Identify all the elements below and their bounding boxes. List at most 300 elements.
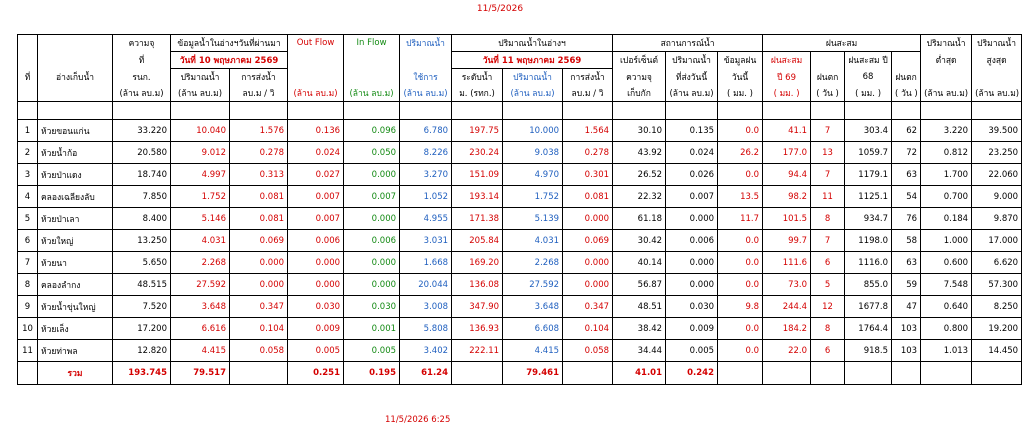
cell-lvl: 169.20 [452, 252, 503, 274]
cell-r68: 1116.0 [845, 252, 892, 274]
cell-d69: 11 [811, 186, 845, 208]
cell-d68: 59 [892, 274, 921, 296]
cell-rain: 11.7 [718, 208, 763, 230]
cell-in: 0.001 [344, 318, 400, 340]
cell-out: 0.007 [288, 186, 344, 208]
hdr-min-3: (ล้าน ลบ.ม) [921, 85, 972, 102]
cell-cvol: 5.139 [503, 208, 563, 230]
total-usable: 61.24 [400, 362, 452, 385]
cell-out: 0.027 [288, 164, 344, 186]
cell-rain: 0.0 [718, 318, 763, 340]
cell-lvl: 230.24 [452, 142, 503, 164]
hdr-usable-1: ปริมาณน้ำ [400, 35, 452, 52]
hdr-outflow-unit: (ล้าน ลบ.ม) [288, 85, 344, 102]
cell-out: 0.005 [288, 340, 344, 362]
hdr-max-1: ปริมาณน้ำ [972, 35, 1022, 52]
hdr-capacity-4: (ล้าน ลบ.ม) [113, 85, 171, 102]
hdr-rain68-1: ฝนสะสม ปี [845, 52, 892, 69]
cell-out: 0.007 [288, 208, 344, 230]
cell-rain: 0.0 [718, 252, 763, 274]
cell-no: 1 [18, 120, 38, 142]
cell-max: 22.060 [972, 164, 1022, 186]
cell-prel: 0.347 [230, 296, 288, 318]
cell-min: 0.812 [921, 142, 972, 164]
total-capacity: 193.745 [113, 362, 171, 385]
cell-reltoday: 0.135 [666, 120, 718, 142]
cell-pvol: 2.268 [171, 252, 230, 274]
table-row [18, 208, 1022, 230]
cell-name: ห้วยขอนแก่น [38, 120, 113, 142]
cell-in: 0.006 [344, 230, 400, 252]
cell-r68: 1125.1 [845, 186, 892, 208]
cell-max: 19.200 [972, 318, 1022, 340]
cell-max: 8.250 [972, 296, 1022, 318]
cell-max: 23.250 [972, 142, 1022, 164]
total-label: รวม [38, 362, 113, 385]
cell-prel: 1.576 [230, 120, 288, 142]
cell-r68: 1059.7 [845, 142, 892, 164]
cell-max: 6.620 [972, 252, 1022, 274]
cell-lvl: 222.11 [452, 340, 503, 362]
cell-r69: 98.2 [763, 186, 811, 208]
cell-rain: 0.0 [718, 164, 763, 186]
cell-reltoday: 0.005 [666, 340, 718, 362]
cell-no: 11 [18, 340, 38, 362]
cell-name: ห้วยน้ำขุ่นใหญ่ [38, 296, 113, 318]
cell-min: 0.600 [921, 252, 972, 274]
hdr-cur-volume: ปริมาณน้ำ [503, 69, 563, 86]
hdr-prev-volume: ปริมาณน้ำ [171, 69, 230, 86]
hdr-outflow: Out Flow [288, 35, 344, 52]
cell-r68: 1198.0 [845, 230, 892, 252]
hdr-rain68-3: ( มม. ) [845, 85, 892, 102]
cell-name: คลองเฉลียงลับ [38, 186, 113, 208]
cell-max: 14.450 [972, 340, 1022, 362]
cell-use: 20.044 [400, 274, 452, 296]
table-row [18, 340, 1022, 362]
cell-reltoday: 0.006 [666, 230, 718, 252]
cell-name: ห้วยใหญ่ [38, 230, 113, 252]
total-release-today: 0.242 [666, 362, 718, 385]
cell-d68: 63 [892, 164, 921, 186]
cell-rain: 0.0 [718, 230, 763, 252]
cell-out: 0.006 [288, 230, 344, 252]
cell-r68: 1764.4 [845, 318, 892, 340]
cell-lvl: 193.14 [452, 186, 503, 208]
cell-reltoday: 0.000 [666, 274, 718, 296]
cell-in: 0.000 [344, 252, 400, 274]
total-row [18, 362, 1022, 385]
cell-out: 0.024 [288, 142, 344, 164]
hdr-rain69-1: ฝนสะสม [763, 52, 811, 69]
cell-d68: 47 [892, 296, 921, 318]
cell-cvol: 4.970 [503, 164, 563, 186]
cell-pvol: 10.040 [171, 120, 230, 142]
cell-lvl: 197.75 [452, 120, 503, 142]
cell-r69: 41.1 [763, 120, 811, 142]
cell-prel: 0.058 [230, 340, 288, 362]
cell-out: 0.000 [288, 274, 344, 296]
hdr-max-3: (ล้าน ลบ.ม) [972, 85, 1022, 102]
cell-no: 4 [18, 186, 38, 208]
hdr-percent-2: ความจุ [613, 69, 666, 86]
total-prev-volume: 79.517 [171, 362, 230, 385]
hdr-min-2: ต่ำสุด [921, 52, 972, 69]
hdr-rain-today-1: ข้อมูลฝน [718, 52, 763, 69]
cell-use: 3.031 [400, 230, 452, 252]
cell-crel: 0.000 [563, 274, 613, 296]
hdr-cur-group: ปริมาณน้ำในอ่างฯ [452, 35, 613, 52]
cell-pct: 34.44 [613, 340, 666, 362]
hdr-capacity-3: รนก. [113, 69, 171, 86]
cell-r69: 22.0 [763, 340, 811, 362]
hdr-reservoir: อ่างเก็บน้ำ [38, 69, 113, 86]
cell-prel: 0.000 [230, 252, 288, 274]
cell-no: 9 [18, 296, 38, 318]
cell-cvol: 2.268 [503, 252, 563, 274]
cell-name: ห้วยป่าแดง [38, 164, 113, 186]
reservoir-table [17, 34, 1022, 385]
cell-no: 7 [18, 252, 38, 274]
cell-d68: 103 [892, 318, 921, 340]
cell-lvl: 205.84 [452, 230, 503, 252]
cell-use: 8.226 [400, 142, 452, 164]
cell-r68: 934.7 [845, 208, 892, 230]
cell-pvol: 3.648 [171, 296, 230, 318]
hdr-raindays68: ฝนตก [892, 69, 921, 86]
cell-reltoday: 0.000 [666, 252, 718, 274]
cell-in: 0.005 [344, 340, 400, 362]
cell-use: 1.668 [400, 252, 452, 274]
cell-min: 0.640 [921, 296, 972, 318]
cell-name: ห้วยเล็ง [38, 318, 113, 340]
cell-r69: 111.6 [763, 252, 811, 274]
hdr-cur-date: วันที่ 11 พฤษภาคม 2569 [452, 52, 613, 69]
table-row [18, 142, 1022, 164]
cell-lvl: 136.08 [452, 274, 503, 296]
cell-crel: 0.058 [563, 340, 613, 362]
cell-crel: 0.104 [563, 318, 613, 340]
hdr-rain-today-3: ( มม. ) [718, 85, 763, 102]
cell-r68: 1179.1 [845, 164, 892, 186]
cell-crel: 0.000 [563, 208, 613, 230]
cell-pvol: 5.146 [171, 208, 230, 230]
total-percent: 41.01 [613, 362, 666, 385]
cell-cap: 13.250 [113, 230, 171, 252]
cell-use: 5.808 [400, 318, 452, 340]
cell-cvol: 4.031 [503, 230, 563, 252]
cell-prel: 0.104 [230, 318, 288, 340]
cell-pct: 22.32 [613, 186, 666, 208]
cell-d68: 63 [892, 252, 921, 274]
cell-min: 7.548 [921, 274, 972, 296]
cell-min: 0.800 [921, 318, 972, 340]
cell-cap: 8.400 [113, 208, 171, 230]
hdr-rain-group: ฝนสะสม [763, 35, 921, 52]
cell-cvol: 3.648 [503, 296, 563, 318]
cell-use: 3.402 [400, 340, 452, 362]
cell-pvol: 6.616 [171, 318, 230, 340]
cell-no: 5 [18, 208, 38, 230]
hdr-max-2: สูงสุด [972, 52, 1022, 69]
table-header [18, 35, 1022, 120]
hdr-cur-volume-unit: (ล้าน ลบ.ม) [503, 85, 563, 102]
cell-cvol: 6.608 [503, 318, 563, 340]
cell-pct: 43.92 [613, 142, 666, 164]
cell-d68: 76 [892, 208, 921, 230]
hdr-status-group: สถานการณ์น้ำ [613, 35, 763, 52]
hdr-percent-1: เปอร์เซ็นต์ [613, 52, 666, 69]
cell-use: 6.780 [400, 120, 452, 142]
total-cur-volume: 79.461 [503, 362, 563, 385]
cell-d69: 12 [811, 296, 845, 318]
hdr-release-today-2: ที่ส่งวันนี้ [666, 69, 718, 86]
table-row [18, 120, 1022, 142]
cell-use: 3.008 [400, 296, 452, 318]
hdr-cur-level: ระดับน้ำ [452, 69, 503, 86]
cell-min: 1.700 [921, 164, 972, 186]
cell-r69: 73.0 [763, 274, 811, 296]
hdr-usable-2: ใช้การ [400, 69, 452, 86]
table-row [18, 164, 1022, 186]
hdr-min-1: ปริมาณน้ำ [921, 35, 972, 52]
cell-d68: 58 [892, 230, 921, 252]
report-date: 11/5/2026 [476, 4, 524, 14]
cell-d69: 7 [811, 120, 845, 142]
cell-crel: 0.301 [563, 164, 613, 186]
hdr-raindays68-unit: ( วัน ) [892, 85, 921, 102]
cell-pct: 61.18 [613, 208, 666, 230]
hdr-rain-today-2: วันนี้ [718, 69, 763, 86]
total-inflow: 0.195 [344, 362, 400, 385]
cell-pvol: 9.012 [171, 142, 230, 164]
cell-rain: 13.5 [718, 186, 763, 208]
cell-pvol: 4.031 [171, 230, 230, 252]
cell-r68: 918.5 [845, 340, 892, 362]
cell-cap: 20.580 [113, 142, 171, 164]
cell-pct: 30.42 [613, 230, 666, 252]
cell-cap: 5.650 [113, 252, 171, 274]
cell-out: 0.000 [288, 252, 344, 274]
cell-cap: 7.520 [113, 296, 171, 318]
cell-cap: 12.820 [113, 340, 171, 362]
cell-pvol: 4.415 [171, 340, 230, 362]
table-row [18, 274, 1022, 296]
cell-name: ห้วยนา [38, 252, 113, 274]
cell-pvol: 27.592 [171, 274, 230, 296]
cell-r69: 94.4 [763, 164, 811, 186]
cell-max: 9.000 [972, 186, 1022, 208]
hdr-rain69-3: ( มม. ) [763, 85, 811, 102]
cell-d69: 7 [811, 164, 845, 186]
hdr-rain68-2: 68 [845, 69, 892, 86]
cell-r69: 244.4 [763, 296, 811, 318]
cell-min: 3.220 [921, 120, 972, 142]
cell-no: 6 [18, 230, 38, 252]
cell-in: 0.050 [344, 142, 400, 164]
cell-no: 10 [18, 318, 38, 340]
cell-r69: 101.5 [763, 208, 811, 230]
cell-r69: 184.2 [763, 318, 811, 340]
cell-cap: 7.850 [113, 186, 171, 208]
cell-name: ห้วยป่าเลา [38, 208, 113, 230]
cell-reltoday: 0.030 [666, 296, 718, 318]
table-body [18, 120, 1022, 362]
cell-cap: 48.515 [113, 274, 171, 296]
cell-crel: 1.564 [563, 120, 613, 142]
cell-cvol: 10.000 [503, 120, 563, 142]
cell-lvl: 347.90 [452, 296, 503, 318]
hdr-prev-release: การส่งน้ำ [230, 69, 288, 86]
cell-d69: 6 [811, 252, 845, 274]
cell-r68: 855.0 [845, 274, 892, 296]
hdr-prev-release-unit: ลบ.ม / วิ [230, 85, 288, 102]
cell-no: 8 [18, 274, 38, 296]
cell-lvl: 151.09 [452, 164, 503, 186]
cell-rain: 26.2 [718, 142, 763, 164]
cell-in: 0.000 [344, 164, 400, 186]
cell-max: 9.870 [972, 208, 1022, 230]
cell-pct: 48.51 [613, 296, 666, 318]
table-row [18, 252, 1022, 274]
cell-prel: 0.313 [230, 164, 288, 186]
cell-name: ห้วยน้ำก้อ [38, 142, 113, 164]
cell-reltoday: 0.000 [666, 208, 718, 230]
table-footer [18, 362, 1022, 385]
hdr-release-today-3: (ล้าน ลบ.ม) [666, 85, 718, 102]
cell-r68: 303.4 [845, 120, 892, 142]
cell-r69: 99.7 [763, 230, 811, 252]
cell-prel: 0.069 [230, 230, 288, 252]
cell-d68: 103 [892, 340, 921, 362]
cell-r69: 177.0 [763, 142, 811, 164]
cell-pvol: 4.997 [171, 164, 230, 186]
cell-in: 0.000 [344, 274, 400, 296]
cell-min: 1.013 [921, 340, 972, 362]
cell-in: 0.030 [344, 296, 400, 318]
cell-cap: 17.200 [113, 318, 171, 340]
total-outflow: 0.251 [288, 362, 344, 385]
cell-cvol: 1.752 [503, 186, 563, 208]
cell-reltoday: 0.026 [666, 164, 718, 186]
cell-out: 0.009 [288, 318, 344, 340]
cell-d69: 8 [811, 318, 845, 340]
hdr-capacity-2: ที่ [113, 52, 171, 69]
cell-rain: 0.0 [718, 120, 763, 142]
table-row [18, 230, 1022, 252]
cell-pct: 56.87 [613, 274, 666, 296]
cell-name: ห้วยท่าพล [38, 340, 113, 362]
hdr-inflow-unit: (ล้าน ลบ.ม) [344, 85, 400, 102]
cell-out: 0.136 [288, 120, 344, 142]
hdr-release-today-1: ปริมาณน้ำ [666, 52, 718, 69]
cell-max: 57.300 [972, 274, 1022, 296]
cell-cap: 33.220 [113, 120, 171, 142]
cell-prel: 0.081 [230, 208, 288, 230]
cell-prel: 0.081 [230, 186, 288, 208]
print-timestamp: 11/5/2026 6:25 [385, 415, 451, 425]
cell-pvol: 1.752 [171, 186, 230, 208]
cell-crel: 0.081 [563, 186, 613, 208]
cell-d68: 72 [892, 142, 921, 164]
hdr-no: ที่ [18, 69, 38, 86]
cell-cvol: 9.038 [503, 142, 563, 164]
blank-row [18, 102, 1022, 120]
cell-crel: 0.278 [563, 142, 613, 164]
cell-no: 2 [18, 142, 38, 164]
hdr-inflow: In Flow [344, 35, 400, 52]
hdr-cur-release-unit: ลบ.ม / วิ [563, 85, 613, 102]
table-row [18, 296, 1022, 318]
table-row [18, 186, 1022, 208]
cell-reltoday: 0.024 [666, 142, 718, 164]
cell-pct: 40.14 [613, 252, 666, 274]
cell-d69: 7 [811, 230, 845, 252]
cell-crel: 0.347 [563, 296, 613, 318]
cell-cap: 18.740 [113, 164, 171, 186]
cell-pct: 30.10 [613, 120, 666, 142]
cell-use: 4.955 [400, 208, 452, 230]
cell-d69: 5 [811, 274, 845, 296]
cell-name: คลองลำกง [38, 274, 113, 296]
cell-in: 0.007 [344, 186, 400, 208]
cell-rain: 0.0 [718, 340, 763, 362]
hdr-usable-3: (ล้าน ลบ.ม) [400, 85, 452, 102]
cell-pct: 38.42 [613, 318, 666, 340]
cell-out: 0.030 [288, 296, 344, 318]
cell-d69: 8 [811, 208, 845, 230]
cell-min: 1.000 [921, 230, 972, 252]
cell-max: 39.500 [972, 120, 1022, 142]
cell-prel: 0.278 [230, 142, 288, 164]
hdr-rain69-2: ปี 69 [763, 69, 811, 86]
cell-d69: 13 [811, 142, 845, 164]
hdr-prev-group: ข้อมูลน้ำในอ่างฯวันที่ผ่านมา [171, 35, 288, 52]
hdr-capacity-1: ความจุ [113, 35, 171, 52]
cell-pct: 26.52 [613, 164, 666, 186]
cell-min: 0.184 [921, 208, 972, 230]
cell-d68: 54 [892, 186, 921, 208]
cell-min: 0.700 [921, 186, 972, 208]
cell-reltoday: 0.009 [666, 318, 718, 340]
hdr-prev-volume-unit: (ล้าน ลบ.ม) [171, 85, 230, 102]
cell-max: 17.000 [972, 230, 1022, 252]
cell-no: 3 [18, 164, 38, 186]
hdr-raindays69-unit: ( วัน ) [811, 85, 845, 102]
cell-rain: 9.8 [718, 296, 763, 318]
hdr-raindays69: ฝนตก [811, 69, 845, 86]
table-row [18, 318, 1022, 340]
cell-in: 0.000 [344, 208, 400, 230]
hdr-cur-release: การส่งน้ำ [563, 69, 613, 86]
cell-reltoday: 0.007 [666, 186, 718, 208]
cell-r68: 1677.8 [845, 296, 892, 318]
hdr-prev-date: วันที่ 10 พฤษภาคม 2569 [171, 52, 288, 69]
cell-crel: 0.069 [563, 230, 613, 252]
cell-d69: 6 [811, 340, 845, 362]
cell-use: 1.052 [400, 186, 452, 208]
hdr-percent-3: เก็บกัก [613, 85, 666, 102]
cell-in: 0.096 [344, 120, 400, 142]
cell-cvol: 27.592 [503, 274, 563, 296]
cell-lvl: 136.93 [452, 318, 503, 340]
cell-prel: 0.000 [230, 274, 288, 296]
cell-use: 3.270 [400, 164, 452, 186]
hdr-cur-level-unit: ม. (รทก.) [452, 85, 503, 102]
cell-crel: 0.000 [563, 252, 613, 274]
cell-rain: 0.0 [718, 274, 763, 296]
cell-cvol: 4.415 [503, 340, 563, 362]
